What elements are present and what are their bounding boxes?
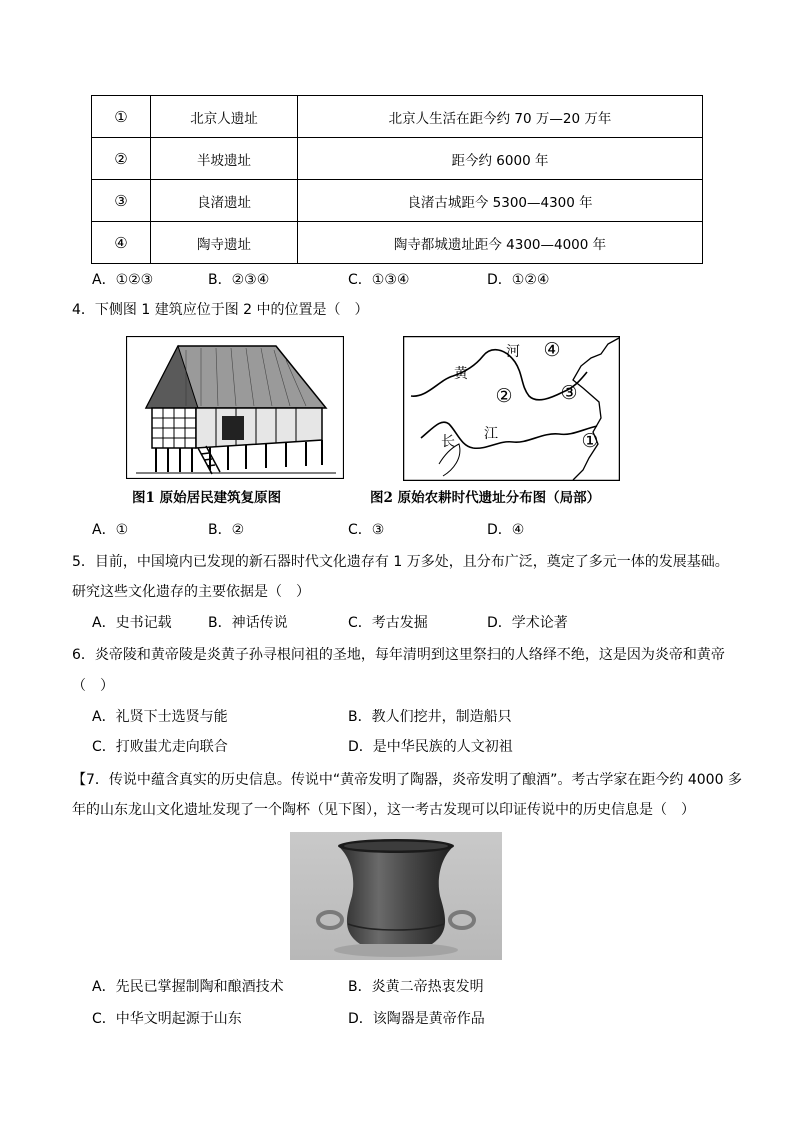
q5-option-c[interactable]: C．考古发掘 — [348, 615, 428, 631]
site-name: 陶寺遗址 — [151, 222, 298, 264]
map-marker-4: ④ — [543, 339, 561, 361]
pottery-cup-photo — [290, 832, 502, 960]
table-row — [92, 222, 703, 264]
q7-stem-line2: 年的山东龙山文化遗址发现了一个陶杯（见下图），这一考古发现可以印证传说中的历史信息是（ ） — [72, 802, 695, 818]
q7-option-b[interactable]: B．炎黄二帝热衷发明 — [348, 979, 484, 995]
q6-stem-line2: （ ） — [72, 678, 114, 694]
q6-option-d[interactable]: D．是中华民族的人文初祖 — [348, 739, 513, 755]
q6-option-c[interactable]: C．打败蚩尤走向联合 — [92, 739, 228, 755]
map-label-chang: 长 — [441, 434, 455, 450]
q6-stem-line1: 6．炎帝陵和黄帝陵是炎黄子孙寻根问祖的圣地，每年清明到这里祭扫的人络绎不绝，这是因为炎帝和黄帝 — [72, 647, 725, 663]
row-number: ① — [92, 96, 151, 138]
row-number: ② — [92, 138, 151, 180]
q3-option-a[interactable]: A．①②③ — [92, 272, 154, 288]
site-name: 半坡遗址 — [151, 138, 298, 180]
table-row — [92, 96, 703, 138]
site-description: 良渚古城距今 5300—4300 年 — [298, 180, 703, 222]
map-label-jiang: 江 — [484, 426, 498, 442]
q4-stem: 4．下侧图 1 建筑应位于图 2 中的位置是（ ） — [72, 302, 369, 318]
q5-option-a[interactable]: A．史书记载 — [92, 615, 172, 631]
map-marker-1: ① — [581, 430, 599, 452]
map-label-he: 河 — [506, 344, 520, 360]
q3-option-b[interactable]: B．②③④ — [208, 272, 270, 288]
q5-stem-line1: 5．目前，中国境内已发现的新石器时代文化遗存有 1 万多处，且分布广泛，奠定了多元一体的发展基础。 — [72, 554, 729, 570]
q4-option-d[interactable]: D．④ — [487, 522, 525, 538]
q5-option-d[interactable]: D．学术论著 — [487, 615, 568, 631]
sites-table — [91, 95, 703, 264]
table-row — [92, 138, 703, 180]
site-name: 北京人遗址 — [151, 96, 298, 138]
map-marker-3: ③ — [560, 382, 578, 404]
q3-option-d[interactable]: D．①②④ — [487, 272, 550, 288]
q5-option-b[interactable]: B．神话传说 — [208, 615, 288, 631]
site-map-figure — [403, 336, 620, 481]
stilt-house-figure — [126, 336, 344, 479]
fig2-caption: 图2 原始农耕时代遗址分布图（局部） — [370, 490, 601, 506]
site-name: 良渚遗址 — [151, 180, 298, 222]
q7-stem-line1: 【7．传说中蕴含真实的历史信息。传说中“黄帝发明了陶器，炎帝发明了酿酒”。考古学家在距今约 4000 多 — [72, 772, 742, 788]
map-label-huang: 黄 — [454, 366, 468, 382]
q3-option-c[interactable]: C．①③④ — [348, 272, 410, 288]
q4-option-c[interactable]: C．③ — [348, 522, 385, 538]
q6-option-a[interactable]: A．礼贤下士选贤与能 — [92, 709, 228, 725]
site-description: 北京人生活在距今约 70 万—20 万年 — [298, 96, 703, 138]
fig1-caption: 图1 原始居民建筑复原图 — [132, 490, 282, 506]
site-description: 陶寺都城遗址距今 4300—4000 年 — [298, 222, 703, 264]
q6-option-b[interactable]: B．教人们挖井，制造船只 — [348, 709, 512, 725]
row-number: ④ — [92, 222, 151, 264]
row-number: ③ — [92, 180, 151, 222]
site-description: 距今约 6000 年 — [298, 138, 703, 180]
q4-option-b[interactable]: B．② — [208, 522, 245, 538]
q7-option-a[interactable]: A．先民已掌握制陶和酿酒技术 — [92, 979, 284, 995]
q7-option-d[interactable]: D．该陶器是黄帝作品 — [348, 1011, 485, 1027]
map-marker-2: ② — [495, 385, 513, 407]
q5-stem-line2: 研究这些文化遗存的主要依据是（ ） — [72, 584, 310, 600]
table-row — [92, 180, 703, 222]
q7-option-c[interactable]: C．中华文明起源于山东 — [92, 1011, 242, 1027]
q4-option-a[interactable]: A．① — [92, 522, 129, 538]
